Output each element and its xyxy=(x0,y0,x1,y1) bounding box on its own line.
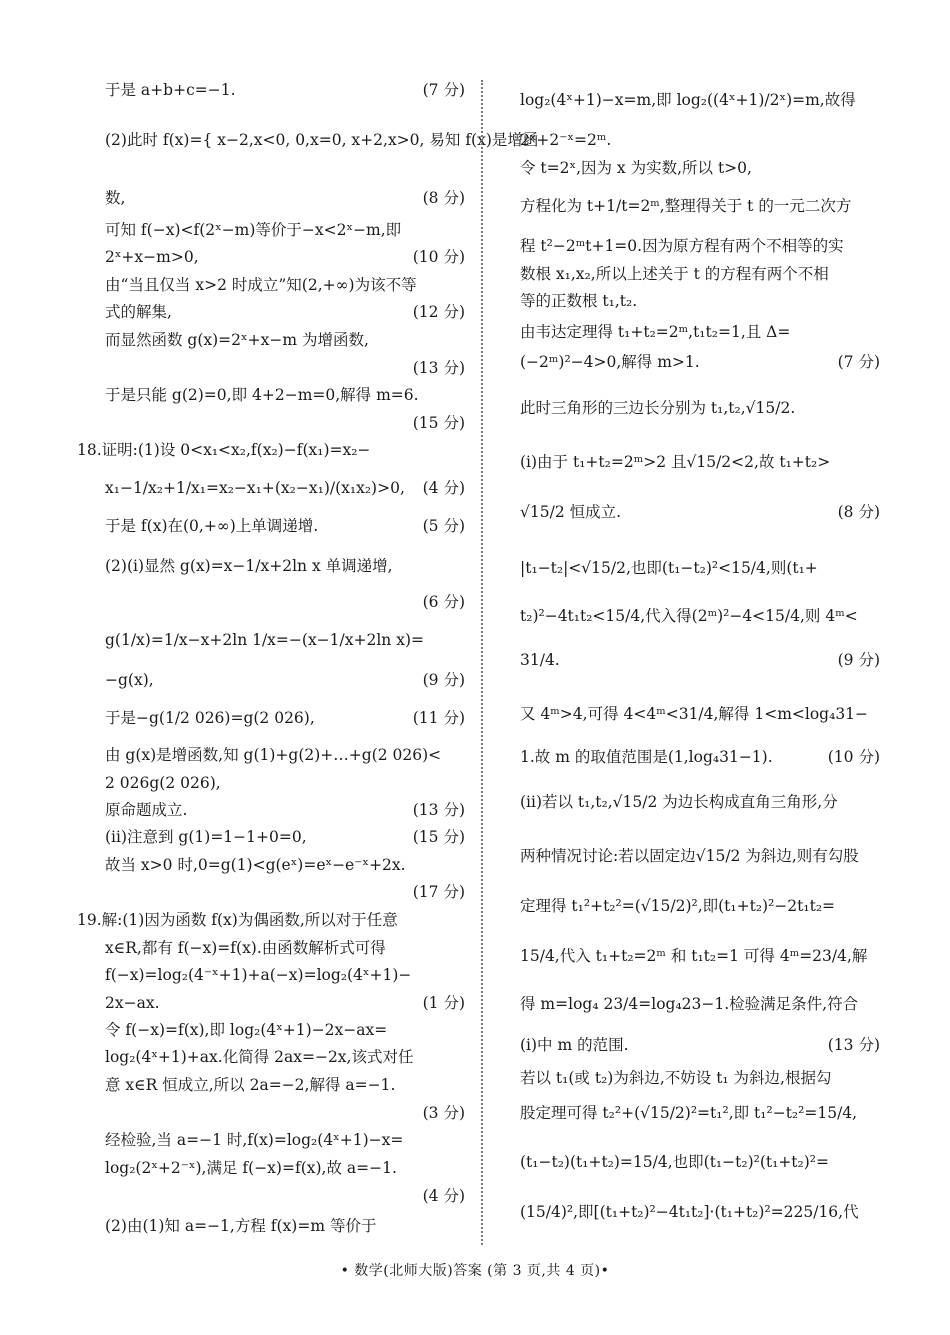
text-line xyxy=(105,708,465,728)
text-line xyxy=(105,330,465,350)
text-line xyxy=(105,275,465,295)
score-marker: (8 分) xyxy=(837,503,880,521)
line-text: −g(x), xyxy=(105,671,154,689)
text-line xyxy=(520,291,880,311)
score-marker: (5 分) xyxy=(422,517,465,535)
column-divider xyxy=(481,80,483,1245)
text-line xyxy=(105,938,465,958)
line-text: 由韦达定理得 t₁+t₂=2ᵐ,t₁t₂=1,且 Δ= xyxy=(520,323,791,341)
text-line xyxy=(520,158,880,178)
line-text: (ⅱ)若以 t₁,t₂,√15/2 为边长构成直角三角形,分 xyxy=(520,793,838,811)
line-text: (−2ᵐ)²−4>0,解得 m>1. xyxy=(520,353,700,371)
score-marker: (12 分) xyxy=(412,303,465,321)
text-line xyxy=(105,413,465,433)
line-text: (2)(ⅰ)显然 g(x)=x−1/x+2ln x 单调递增, xyxy=(105,557,393,575)
line-text: (2)此时 f(x)={ x−2,x<0, 0,x=0, x+2,x>0, 易知 f(x)是增函 xyxy=(105,131,539,149)
text-line xyxy=(77,440,437,460)
text-line xyxy=(105,882,465,902)
text-line xyxy=(520,896,880,916)
page-footer: • 数学(北师大版)答案 (第 3 页,共 4 页)• xyxy=(340,1263,610,1279)
line-text: 于是−g(1/2 026)=g(2 026), xyxy=(105,709,315,727)
text-line xyxy=(105,1216,465,1236)
line-text: 19.解:(1)因为函数 f(x)为偶函数,所以对于任意 xyxy=(77,911,398,929)
text-line xyxy=(105,80,465,100)
score-marker: (11 分) xyxy=(412,709,465,727)
score-marker: (10 分) xyxy=(412,248,465,266)
score-marker: (4 分) xyxy=(422,1187,465,1205)
text-line xyxy=(105,1075,465,1095)
line-text: 1.故 m 的取值范围是(1,log₄31−1). xyxy=(520,748,773,766)
text-line xyxy=(105,1158,465,1178)
text-line xyxy=(520,352,880,372)
line-text: g(1/x)=1/x−x+2ln 1/x=−(x−1/x+2ln x)= xyxy=(105,631,424,649)
text-line xyxy=(105,630,465,650)
line-text: 经检验,当 a=−1 时,f(x)=log₂(4ˣ+1)−x= xyxy=(105,1131,404,1149)
line-text: (ⅰ)中 m 的范围. xyxy=(520,1036,629,1054)
line-text: |t₁−t₂|<√15/2,也即(t₁−t₂)²<15/4,则(t₁+ xyxy=(520,559,818,577)
score-marker: (9 分) xyxy=(422,671,465,689)
line-text: (2)由(1)知 a=−1,方程 f(x)=m 等价于 xyxy=(105,1217,377,1235)
text-line xyxy=(105,993,465,1013)
text-line xyxy=(105,965,465,985)
line-text: 由“当且仅当 x>2 时成立”知(2,+∞)为该不等 xyxy=(105,276,417,294)
line-text: x∈R,都有 f(−x)=f(x).由函数解析式可得 xyxy=(105,939,386,957)
score-marker: (15 分) xyxy=(412,828,465,846)
score-marker: (13 分) xyxy=(827,1036,880,1054)
text-line xyxy=(105,516,465,536)
text-line xyxy=(105,358,465,378)
line-text: 而显然函数 g(x)=2ˣ+x−m 为增函数, xyxy=(105,331,369,349)
text-line xyxy=(105,556,465,576)
text-line xyxy=(520,1035,880,1055)
score-marker: (13 分) xyxy=(412,359,465,377)
line-text: 31/4. xyxy=(520,651,560,669)
line-text: 定理得 t₁²+t₂²=(√15/2)²,即(t₁+t₂)²−2t₁t₂= xyxy=(520,897,836,915)
line-text: 2x−ax. xyxy=(105,994,160,1012)
line-text: (t₁−t₂)(t₁+t₂)=15/4,也即(t₁−t₂)²(t₁+t₂)²= xyxy=(520,1153,830,1171)
text-line xyxy=(105,745,465,765)
text-line xyxy=(105,773,465,793)
text-line xyxy=(520,1202,880,1222)
line-text: 令 f(−x)=f(x),即 log₂(4ˣ+1)−2x−ax= xyxy=(105,1021,388,1039)
text-line xyxy=(105,1186,465,1206)
line-text: x₁−1/x₂+1/x₁=x₂−x₁+(x₂−x₁)/(x₁x₂)>0, xyxy=(105,479,405,497)
line-text: 2ˣ+2⁻ˣ=2ᵐ. xyxy=(520,131,612,149)
text-line xyxy=(520,747,880,767)
score-marker: (6 分) xyxy=(422,593,465,611)
line-text: 式的解集, xyxy=(105,303,172,321)
score-marker: (13 分) xyxy=(412,801,465,819)
line-text: 2 026g(2 026), xyxy=(105,774,221,792)
line-text: (15/4)²,即[(t₁+t₂)²−4t₁t₂]·(t₁+t₂)²=225/16,代 xyxy=(520,1203,859,1221)
score-marker: (4 分) xyxy=(422,479,465,497)
text-line xyxy=(520,502,880,522)
line-text: 又 4ᵐ>4,可得 4<4ᵐ<31/4,解得 1<m<log₄31− xyxy=(520,705,869,723)
line-text: 若以 t₁(或 t₂)为斜边,不妨设 t₁ 为斜边,根据勾 xyxy=(520,1069,832,1087)
text-line xyxy=(520,1103,880,1123)
line-text: 得 m=log₄ 23/4=log₄23−1.检验满足条件,符合 xyxy=(520,995,859,1013)
text-line xyxy=(520,452,880,472)
line-text: 15/4,代入 t₁+t₂=2ᵐ 和 t₁t₂=1 可得 4ᵐ=23/4,解 xyxy=(520,947,868,965)
line-text: 令 t=2ˣ,因为 x 为实数,所以 t>0, xyxy=(520,159,752,177)
text-line xyxy=(105,130,539,150)
line-text: log₂(2ˣ+2⁻ˣ),满足 f(−x)=f(x),故 a=−1. xyxy=(105,1159,397,1177)
text-line xyxy=(105,220,465,240)
score-marker: (7 分) xyxy=(837,353,880,371)
text-line xyxy=(520,946,880,966)
score-marker: (17 分) xyxy=(412,883,465,901)
text-line xyxy=(520,1068,880,1088)
text-line xyxy=(105,1130,465,1150)
line-text: f(−x)=log₂(4⁻ˣ+1)+a(−x)=log₂(4ˣ+1)− xyxy=(105,966,412,984)
text-line xyxy=(105,592,465,612)
text-line xyxy=(520,792,880,812)
text-line xyxy=(105,827,465,847)
text-line xyxy=(105,247,465,267)
score-marker: (1 分) xyxy=(422,994,465,1012)
text-line xyxy=(105,1103,465,1123)
score-marker: (9 分) xyxy=(837,651,880,669)
score-marker: (15 分) xyxy=(412,414,465,432)
text-line xyxy=(520,236,880,256)
text-line xyxy=(520,558,880,578)
line-text: 股定理可得 t₂²+(√15/2)²=t₁²,即 t₁²−t₂²=15/4, xyxy=(520,1104,858,1122)
text-line xyxy=(520,994,880,1014)
line-text: 此时三角形的三边长分别为 t₁,t₂,√15/2. xyxy=(520,399,796,417)
score-marker: (3 分) xyxy=(422,1104,465,1122)
text-line xyxy=(77,910,437,930)
line-text: log₂(4ˣ+1)+ax.化简得 2ax=−2x,该式对任 xyxy=(105,1048,414,1066)
line-text: 于是只能 g(2)=0,即 4+2−m=0,解得 m=6. xyxy=(105,386,419,404)
line-text: log₂(4ˣ+1)−x=m,即 log₂((4ˣ+1)/2ˣ)=m,故得 xyxy=(520,91,856,109)
text-line xyxy=(520,846,880,866)
line-text: 数, xyxy=(105,189,126,207)
text-line xyxy=(105,855,465,875)
line-text: 两种情况讨论:若以固定边√15/2 为斜边,则有勾股 xyxy=(520,847,859,865)
line-text: 于是 a+b+c=−1. xyxy=(105,81,236,99)
text-line xyxy=(520,650,880,670)
text-line xyxy=(105,188,465,208)
text-line xyxy=(520,322,880,342)
text-line xyxy=(105,385,465,405)
text-line xyxy=(105,478,465,498)
score-marker: (10 分) xyxy=(827,748,880,766)
text-line xyxy=(105,1047,465,1067)
text-line xyxy=(520,130,880,150)
line-text: 数根 x₁,x₂,所以上述关于 t 的方程有两个不相 xyxy=(520,265,829,283)
text-line xyxy=(520,90,880,110)
text-line xyxy=(105,302,465,322)
text-line xyxy=(520,704,880,724)
line-text: (ⅰ)由于 t₁+t₂=2ᵐ>2 且√15/2<2,故 t₁+t₂> xyxy=(520,453,831,471)
text-line xyxy=(520,606,880,626)
line-text: 可知 f(−x)<f(2ˣ−m)等价于−x<2ˣ−m,即 xyxy=(105,221,402,239)
line-text: t₂)²−4t₁t₂<15/4,代入得(2ᵐ)²−4<15/4,则 4ᵐ< xyxy=(520,607,858,625)
line-text: (ⅱ)注意到 g(1)=1−1+0=0, xyxy=(105,828,307,846)
line-text: 2ˣ+x−m>0, xyxy=(105,248,199,266)
score-marker: (8 分) xyxy=(422,189,465,207)
text-line xyxy=(520,196,880,216)
line-text: 程 t²−2ᵐt+1=0.因为原方程有两个不相等的实 xyxy=(520,237,844,255)
line-text: 方程化为 t+1/t=2ᵐ,整理得关于 t 的一元二次方 xyxy=(520,197,852,215)
text-line xyxy=(105,670,465,690)
score-marker: (7 分) xyxy=(422,81,465,99)
line-text: √15/2 恒成立. xyxy=(520,503,622,521)
line-text: 由 g(x)是增函数,知 g(1)+g(2)+…+g(2 026)< xyxy=(105,746,442,764)
line-text: 18.证明:(1)设 0<x₁<x₂,f(x₂)−f(x₁)=x₂− xyxy=(77,441,371,459)
line-text: 故当 x>0 时,0=g(1)<g(eˣ)=eˣ−e⁻ˣ+2x. xyxy=(105,856,406,874)
text-line xyxy=(520,398,880,418)
line-text: 等的正数根 t₁,t₂. xyxy=(520,292,638,310)
line-text: 于是 f(x)在(0,+∞)上单调递增. xyxy=(105,517,319,535)
text-line xyxy=(520,1152,880,1172)
line-text: 原命题成立. xyxy=(105,801,188,819)
line-text: 意 x∈R 恒成立,所以 2a=−2,解得 a=−1. xyxy=(105,1076,396,1094)
text-line xyxy=(520,264,880,284)
text-line xyxy=(105,1020,465,1040)
text-line xyxy=(105,800,465,820)
